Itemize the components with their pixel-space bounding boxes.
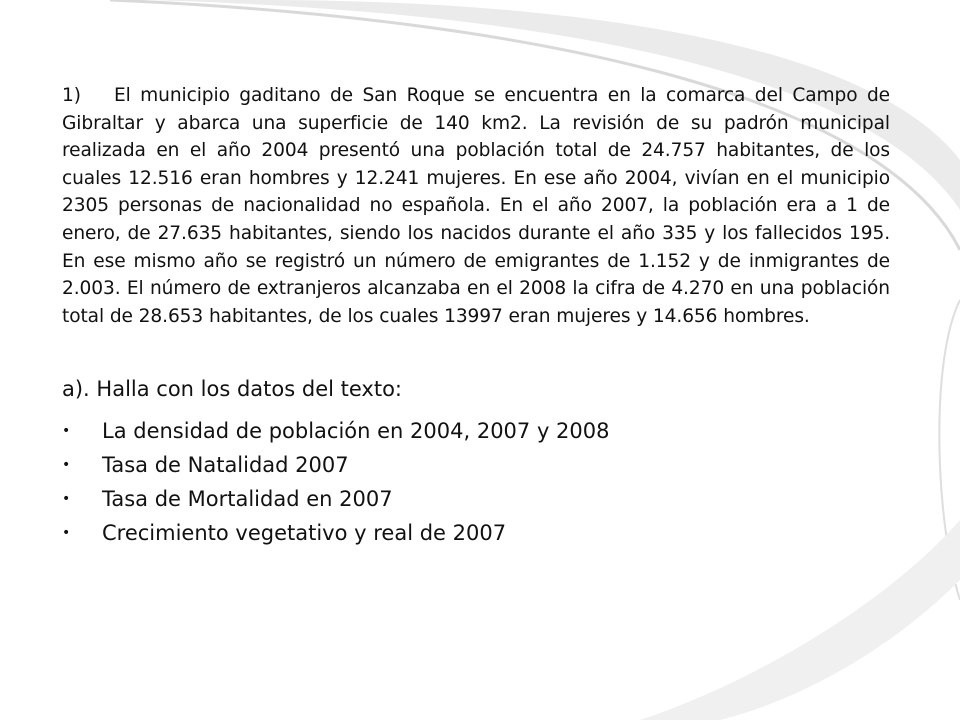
problem-paragraph [62,82,890,330]
task-text: Crecimiento vegetativo y real de 2007 [102,521,507,546]
list-item [62,414,890,448]
bullet-icon: • [62,423,71,440]
list-item [62,482,890,516]
list-item [62,448,890,482]
problem-text: El municipio gaditano de San Roque se encuentra en la comarca del Campo de Gibraltar y abarca una superficie de 140 km2. La revisión de su padrón municipal realizada en el año 2004 presentó una población total de 24.757 habitantes, de los cuales 12.516 eran hombres y 12.241 mujeres. En ese año 2004, vivían en el municipio 2305 personas de nacionalidad no española. En el año 2007, la población era a 1 de enero, de 27.635 habitantes, siendo los nacidos durante el año 335 y los fallecidos 195. En ese mismo año se registró un número de emigrantes de 1.152 y de inmigrantes de 2.003. El número de extranjeros alcanzaba en el 2008 la cifra de 4.270 en una población total de 28.653 habitantes, de los cuales 13997 eran mujeres y 14.656 hombres. [62,85,890,327]
task-text: La densidad de población en 2004, 2007 y 2008 [102,419,610,444]
problem-number: 1) [62,85,81,106]
bullet-icon: • [62,491,71,508]
task-text: Tasa de Mortalidad en 2007 [102,487,393,512]
slide-content [62,82,890,550]
list-item [62,516,890,550]
task-text: Tasa de Natalidad 2007 [102,453,349,478]
bullet-icon: • [62,525,71,542]
task-list [62,414,890,550]
bullet-icon: • [62,457,71,474]
question-label: a). Halla con los datos del texto: [62,377,402,402]
